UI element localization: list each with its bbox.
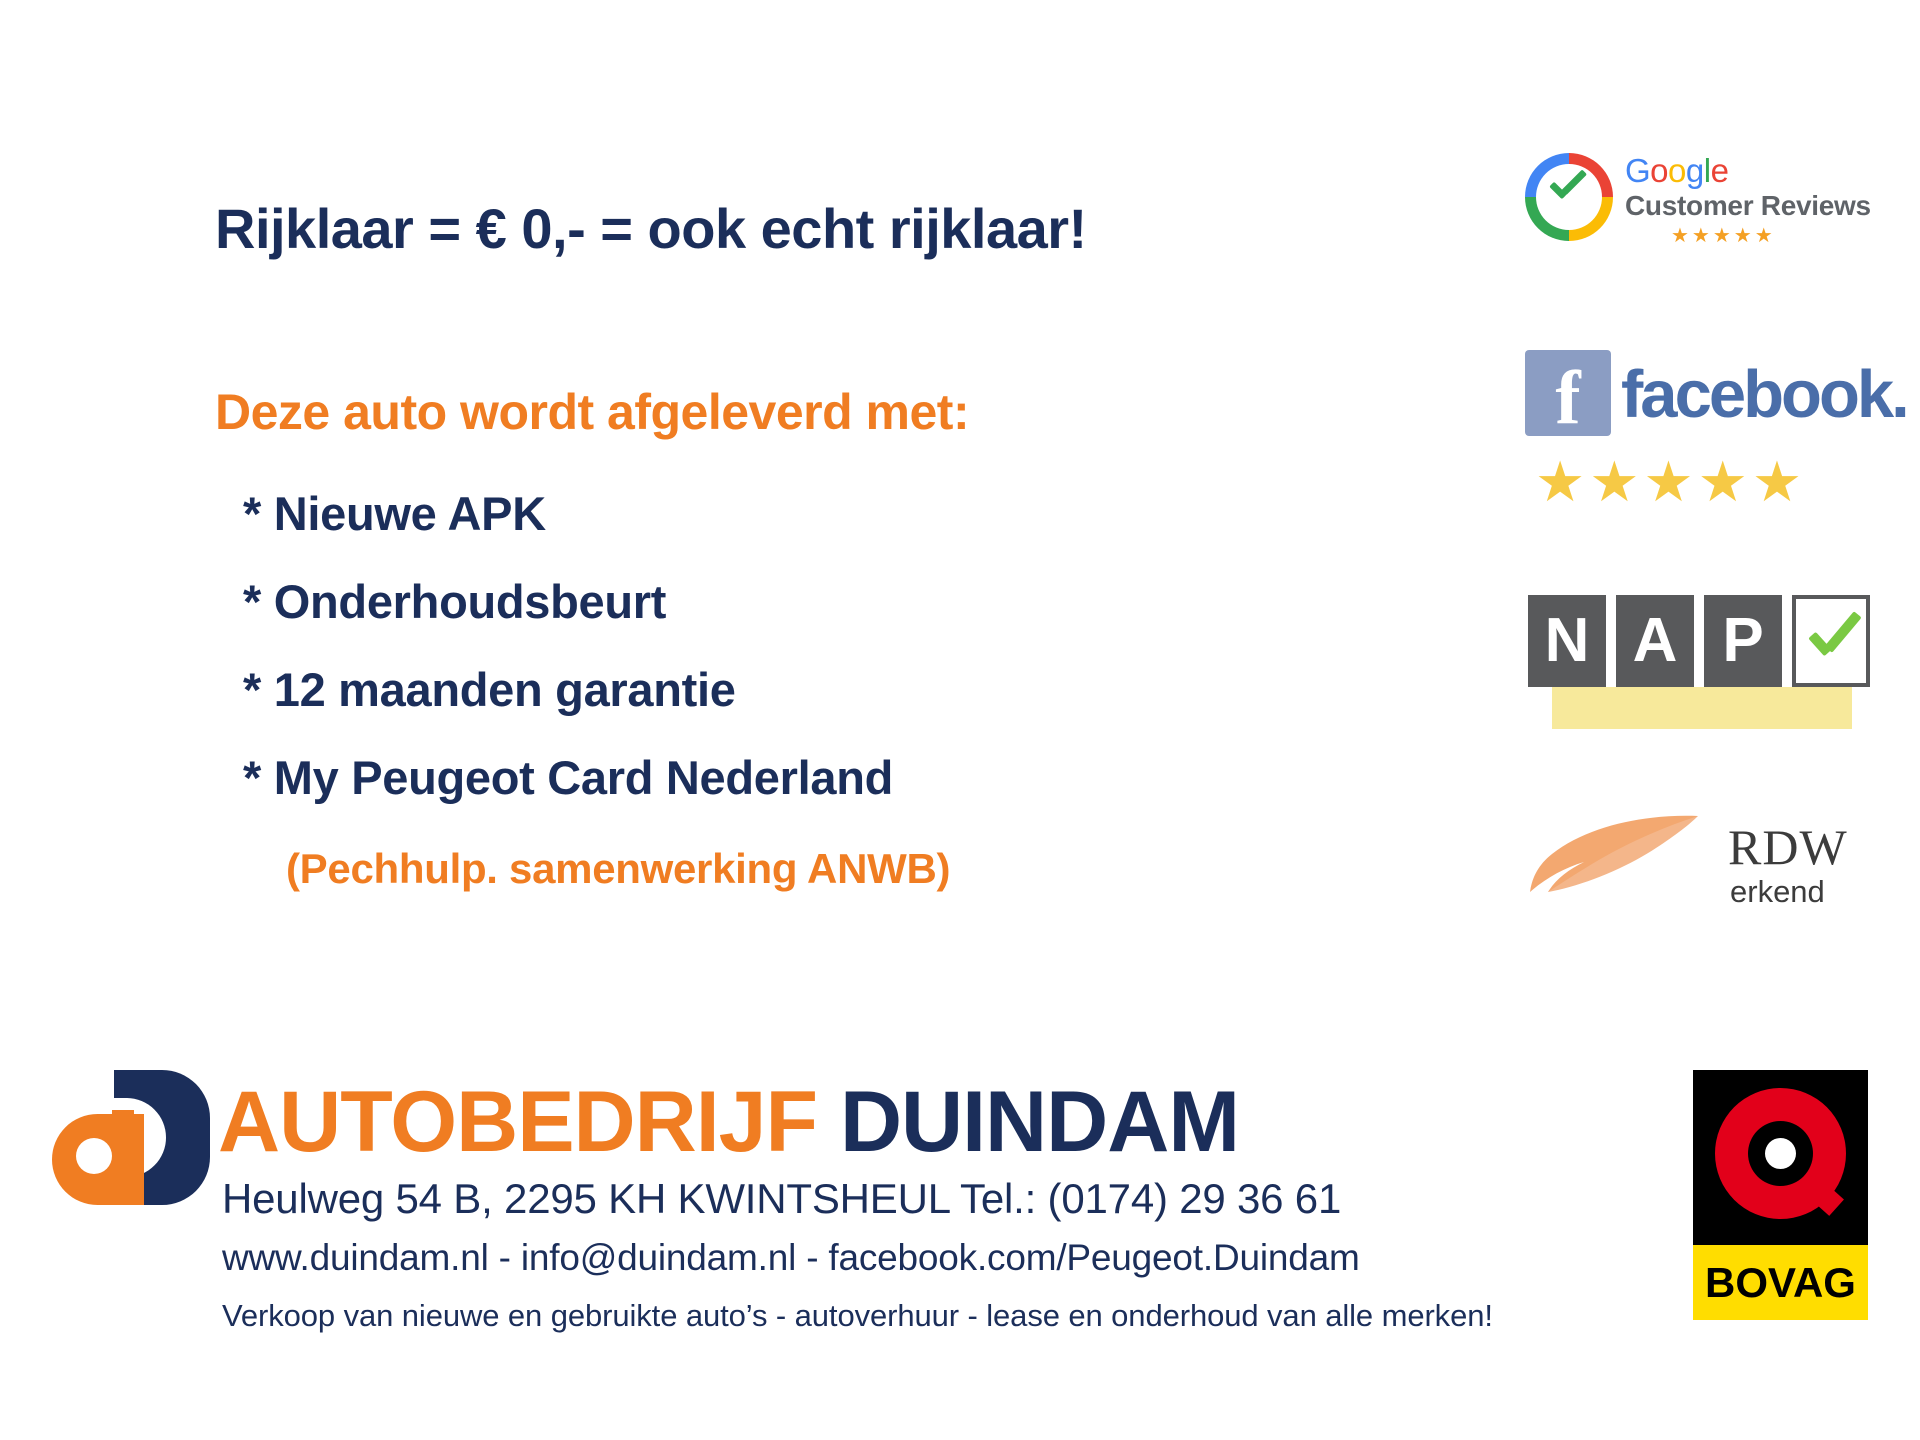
facebook-star-rating: ★★★★★: [1535, 450, 1807, 513]
facebook-wordmark: facebook.: [1621, 357, 1907, 432]
footer: [0, 1035, 1920, 1440]
nap-letter-p: P: [1704, 595, 1782, 687]
green-check-icon: [1806, 615, 1862, 667]
bovag-q-dot: [1765, 1138, 1796, 1169]
brand-first-word: AUTOBEDRIJF: [218, 1074, 818, 1170]
nap-highlight-bar: [1552, 687, 1852, 729]
google-star-rating: ★★★★★: [1671, 225, 1776, 247]
rdw-wordmark: RDW: [1728, 819, 1848, 875]
address-line: Heulweg 54 B, 2295 KH KWINTSHEUL Tel.: (0174) 29 36 61: [222, 1175, 1342, 1222]
google-letter-g2: g: [1685, 152, 1704, 189]
google-letter-o1: o: [1650, 152, 1669, 189]
google-letter-l: l: [1703, 152, 1711, 189]
nap-letter-a: A: [1616, 595, 1694, 687]
check-icon: [1547, 181, 1593, 207]
google-check-icon: [1525, 153, 1613, 241]
bovag-q-icon: [1715, 1088, 1846, 1228]
google-wordmark: [1625, 152, 1728, 190]
facebook-badge: [1525, 350, 1907, 513]
logo-a-hole: [76, 1138, 112, 1174]
bovag-badge: [1693, 1070, 1868, 1320]
section-subtitle: Deze auto wordt afgeleverd met:: [215, 384, 970, 440]
list-item: * My Peugeot Card Nederland: [243, 751, 894, 804]
list-item: * Onderhoudsbeurt: [243, 575, 667, 628]
duindam-logo-icon: [52, 1070, 212, 1205]
google-letter-o2: o: [1668, 152, 1686, 189]
brand-second-word: DUINDAM: [839, 1074, 1240, 1170]
list-item: * 12 maanden garantie: [243, 663, 736, 716]
services-tagline: Verkoop van nieuwe en gebruikte auto’s - autoverhuur - lease en onderhoud van alle merken!: [222, 1298, 1493, 1333]
nap-badge: [1528, 595, 1873, 745]
rdw-erkend-badge: [1530, 800, 1890, 920]
page-title: Rijklaar = € 0,- = ook echt rijklaar!: [215, 197, 1087, 260]
google-customer-reviews-badge: [1525, 148, 1885, 248]
google-letter-e: e: [1710, 152, 1729, 189]
delivery-includes-list: [243, 470, 893, 822]
brand-name: [218, 1073, 1239, 1172]
nap-letter-n: N: [1528, 595, 1606, 687]
logo-a-stem: [112, 1110, 134, 1205]
rdw-feather-icon: [1530, 812, 1700, 896]
facebook-letter-f: f: [1555, 356, 1581, 440]
google-reviews-label: Customer Reviews: [1625, 190, 1871, 221]
google-letter-g: G: [1625, 152, 1651, 189]
roadside-assistance-note: (Pechhulp. samenwerking ANWB): [286, 845, 951, 892]
list-item: * Nieuwe APK: [243, 487, 546, 540]
bovag-label: BOVAG: [1705, 1259, 1856, 1306]
rdw-subtitle: erkend: [1730, 874, 1825, 909]
web-contact-line[interactable]: www.duindam.nl - info@duindam.nl - facebook.com/Peugeot.Duindam: [222, 1237, 1360, 1278]
